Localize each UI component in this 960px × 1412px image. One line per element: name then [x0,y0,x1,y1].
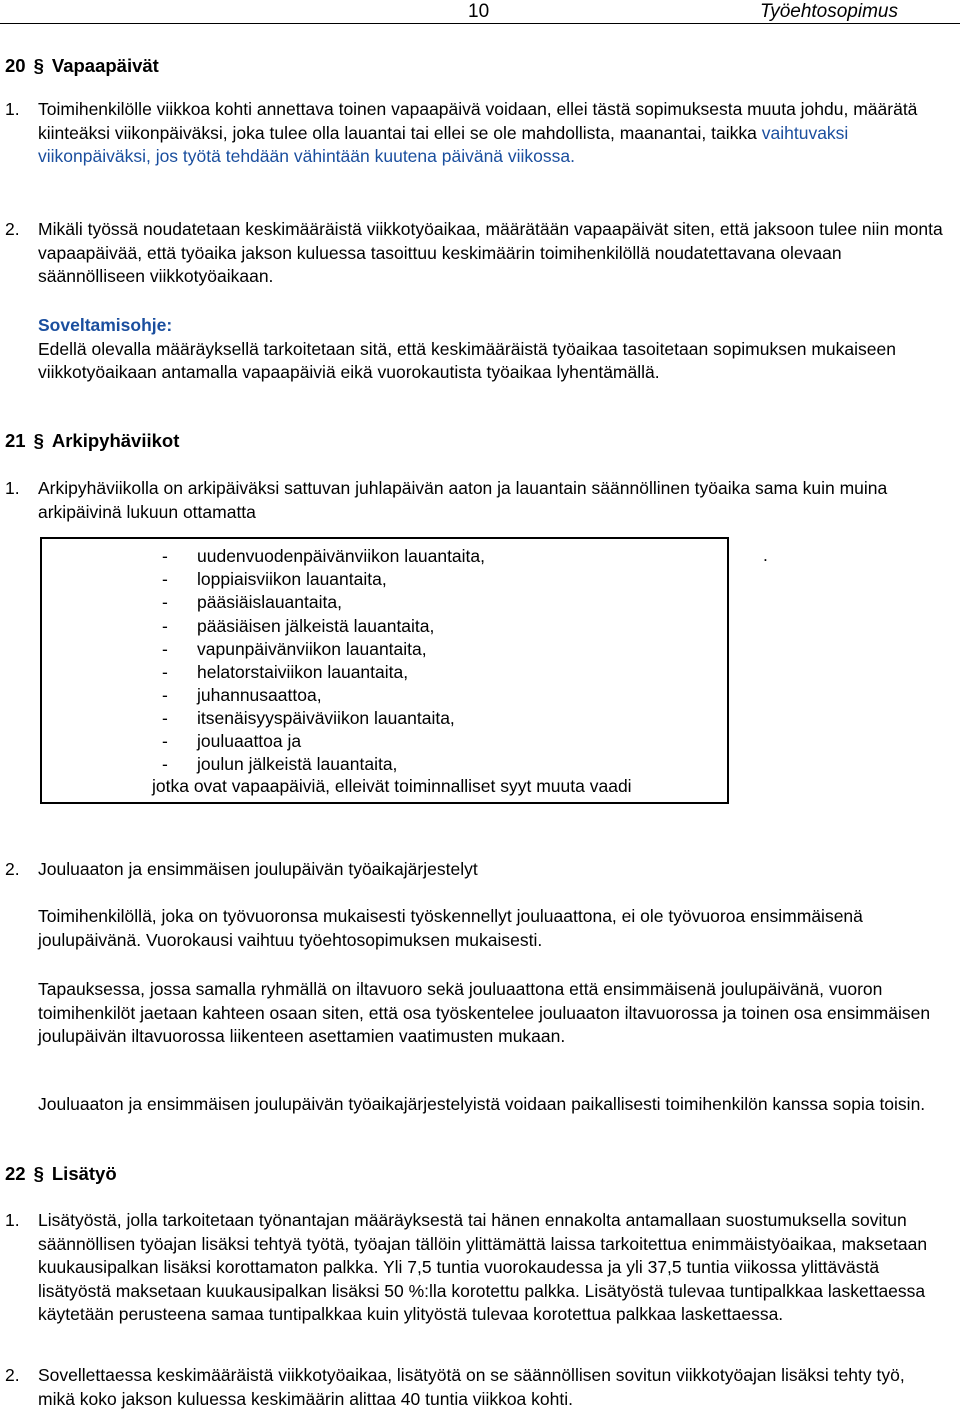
section-22-heading [5,1163,117,1185]
section-number: 20 [5,55,26,76]
paragraph-number: 2. [5,1365,20,1385]
section-sign: § [33,430,44,451]
section-21-paragraph-2b: Tapauksessa, jossa samalla ryhmällä on iltavuoro sekä jouluaattona että ensimmäisenä joulupäivänä, vuoron toimihenkilöt jaetaan kahteen osaan siten, että osa työskentelee jouluaaton iltavuorossa ja toinen osa ensimmäisen joulupäivän iltavuorossa liikenteen asettamien vaatimusten mukaan. [38,979,931,1047]
section-title: Lisätyö [51,1163,117,1184]
exceptions-list-box: - uudenvuodenpäivänviikon lauantaita, - loppiaisviikon lauantaita, - pääsiäislauantaita, - pääsiäisen jälkeistä lauantaita, - vapunpäivänviikon lauantaita, - helatorstaiviikon lauantaita, - juhannusaattoa, - itsenäisyyspäiväviikon lauantaita, - jouluaattoa ja - joulun jälkeistä lauantaita, jotka ovat vapaapäiviä, elleivät toiminnalliset syyt muuta vaadi [40,537,729,804]
section-20-guidance [38,314,943,385]
page-header [0,0,960,22]
section-20-heading [5,55,159,77]
guidance-text: Edellä olevalla määräyksellä tarkoitetaan sitä, että keskimääräistä työaikaa tasoitetaan sopimuksen mukaiseen viikkotyöaikaan antamalla vapaapäiviä eikä vuorokautista työaikaa lyhentämällä. [38,338,896,383]
paragraph-text: Mikäli työssä noudatetaan keskimääräistä viikkotyöaikaa, määrätään vapaapäivät siten, että jaksoon tulee niin monta vapaapäivää, että työaika jakson kuluessa tasoittuu keskimäärin toimihenkilöllä noudatettavana olevaan säännölliseen viikkotyöaikaan. [38,219,943,287]
paragraph-text-main: Toimihenkilölle viikkoa kohti annettava toinen vapaapäivä voidaan, ellei tästä sopimuksesta muuta johdu, määrätä kiinteäksi viikonpäiväksi, joka tulee olla lauantai tai ellei se ole mahdollista, maanantai, taikka [38,99,918,143]
section-21-heading [5,430,179,452]
paragraph-text: Lisätyöstä, jolla tarkoitetaan työnantajan määräyksestä tai hänen ennakolta antamallaan suostumuksella sovitun säännöllisen työajan lisäksi tehtyä työtä, työajan tällöin ylittämättä laissa tarkoitettua enimmäistyöaikaa, maksetaan kuukausipalkan lisäksi korottamaton palkka. Yli 7,5 tuntia vuorokaudessa ja yli 37,5 tuntia viikossa ylittävästä lisätyöstä maksetaan kuukausipalkan lisäksi 50 %:lla korotettu palkka. Lisätyöstä tulevaa tuntipalkkaa laskettaessa käytetään perusteena samaa tuntipalkkaa kuin ylityöstä tulevaa korotettua palkkaa laskettaessa. [38,1210,928,1325]
paragraph-text: Sovellettaessa keskimääräistä viikkotyöaikaa, lisätyötä on se säännöllisen sovitun viikkotyöajan lisäksi tehty työ, mikä koko jakson kuluessa keskimäärin alittaa 40 tuntia viikkoa kohti. [38,1365,905,1409]
paragraph-number: 2. [5,859,20,879]
header-rule [0,23,960,24]
document-title: Työehtosopimus [760,1,898,22]
section-number: 21 [5,430,26,451]
stray-period: . [763,545,768,565]
paragraph-number: 2. [5,219,20,239]
section-21-paragraph-2a: Toimihenkilöllä, joka on työvuoronsa mukaisesti työskennellyt jouluaattona, ei ole työvuoroa ensimmäisenä joulupäivänä. Vuorokausi vaihtuu työehtosopimuksen mukaisesti. [38,906,863,950]
paragraph-text: Arkipyhäviikolla on arkipäiväksi sattuvan juhlapäivän aaton ja lauantain säännöllinen työaika sama kuin muina arkipäivinä lukuun ottamatta [38,478,888,522]
section-21-paragraph-2c: Jouluaaton ja ensimmäisen joulupäivän työaikajärjestelyistä voidaan paikallisesti toimihenkilön kanssa sopia toisin. [38,1094,926,1114]
paragraph-text-amended: vaihtuvaksi viikonpäiväksi, jos työtä tehdään vähintään kuutena päivänä viikossa. [38,122,849,167]
section-title: Vapaapäivät [51,55,159,76]
section-sign: § [33,55,44,76]
section-title: Arkipyhäviikot [51,430,180,451]
paragraph-number: 1. [5,1210,20,1230]
page-number: 10 [468,1,490,22]
paragraph-number: 1. [5,99,20,119]
list-closing-text: jotka ovat vapaapäiviä, elleivät toiminnalliset syyt muuta vaadi [152,776,632,796]
paragraph-number: 1. [5,478,20,498]
paragraph-text [38,98,943,169]
section-sign: § [33,1163,44,1184]
section-number: 22 [5,1163,26,1184]
guidance-label: Soveltamisohje: [38,315,173,335]
paragraph-title: Jouluaaton ja ensimmäisen joulupäivän työaikajärjestelyt [38,859,478,879]
